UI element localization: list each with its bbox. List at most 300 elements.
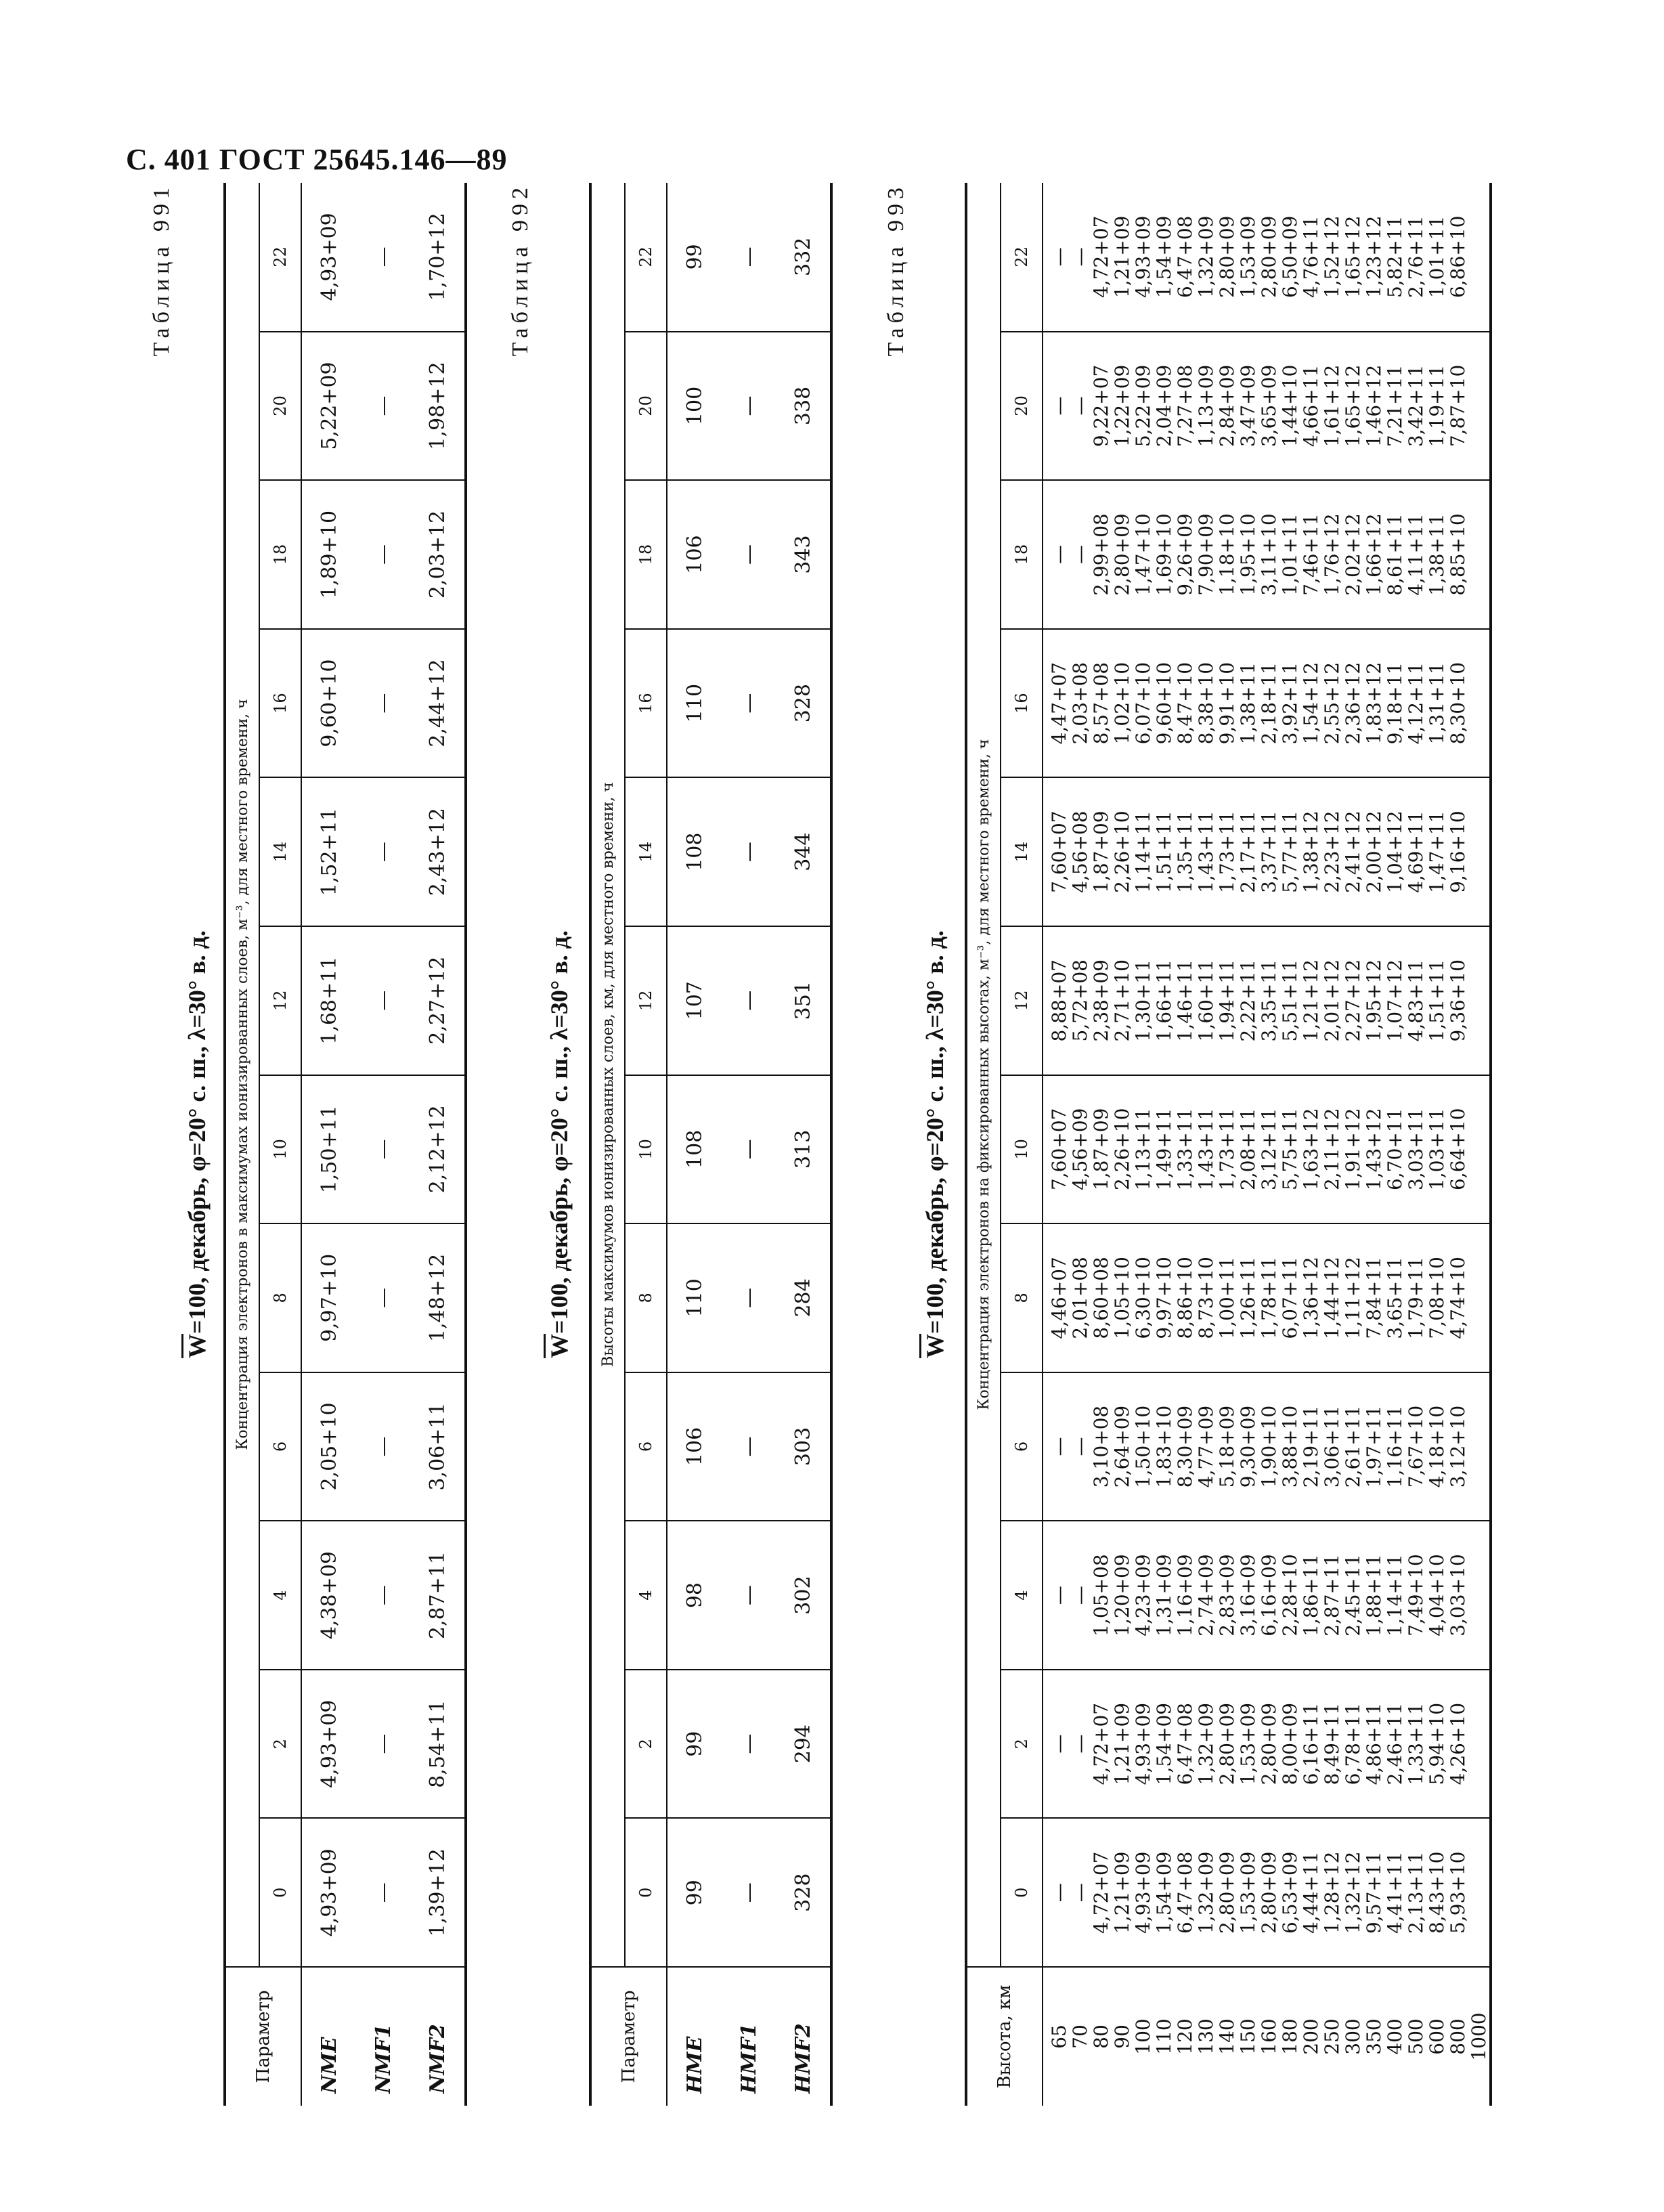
table-cell: 3,12+10	[1447, 1405, 1469, 1488]
table-row	[356, 183, 410, 2106]
table-cell: 107	[667, 926, 722, 1075]
height-value: 65	[1048, 2024, 1070, 2049]
table-cell: 1,38+12	[1300, 810, 1322, 893]
table-cell: 7,27+08	[1174, 364, 1196, 448]
table-cell: 1,52+12	[1321, 215, 1343, 299]
height-value: 600	[1426, 2018, 1448, 2055]
table-cell: 3,65+09	[1258, 364, 1280, 448]
table-cell: 1,54+09	[1153, 1702, 1175, 1785]
table-row	[410, 183, 466, 2106]
table-cell: 2,26+10	[1111, 810, 1133, 893]
table-cell: 3,42+11	[1405, 364, 1427, 448]
table-cell: 3,65+11	[1384, 1257, 1406, 1339]
hour-column	[1043, 183, 1491, 332]
table-cell: 284	[776, 1223, 831, 1372]
height-value: 800	[1447, 2018, 1469, 2055]
table-cell: —	[1069, 1586, 1091, 1605]
table-cell: 4,76+11	[1300, 215, 1322, 299]
table-cell: —	[722, 1521, 776, 1670]
table-cell: 9,57+11	[1363, 1851, 1385, 1934]
table-cell: 2,80+09	[1216, 1702, 1238, 1785]
table-cell: —	[356, 1521, 410, 1670]
table-cell: 5,77+11	[1279, 810, 1301, 893]
table-cell: —	[356, 1075, 410, 1224]
table-cell: 351	[776, 926, 831, 1075]
table-cell: —	[1048, 1734, 1070, 1754]
table-cell: 106	[667, 480, 722, 629]
table-cell: 2,80+09	[1258, 1851, 1280, 1934]
table-cell: 1,88+11	[1363, 1554, 1385, 1636]
table-cell: 2,26+10	[1111, 1108, 1133, 1191]
table-cell: 343	[776, 480, 831, 629]
table-cell: 8,49+11	[1321, 1702, 1343, 1785]
table-cell: 4,18+10	[1426, 1405, 1448, 1488]
table-cell: —	[722, 480, 776, 629]
table-cell: 1,11+12	[1342, 1257, 1364, 1339]
table-cell: 2,27+12	[1342, 959, 1364, 1042]
table-cell: 1,04+12	[1384, 810, 1406, 893]
w-symbol: $\overline{W}$	[183, 1333, 211, 1358]
table-cell: 6,86+10	[1447, 215, 1469, 299]
table-cell: 2,04+09	[1153, 364, 1175, 448]
table-cell: 1,39+12	[410, 1818, 466, 1967]
table-cell: 7,84+11	[1363, 1257, 1385, 1339]
table-cell: 1,89+10	[301, 480, 356, 629]
table-cell: 1,26+11	[1237, 1257, 1259, 1339]
table-cell: 7,60+07	[1048, 1108, 1070, 1191]
table-cell: 1,31+11	[1426, 662, 1448, 745]
table-cell: 1,60+11	[1195, 959, 1217, 1042]
table-row	[776, 183, 831, 2106]
table-cell: 1,33+11	[1174, 1108, 1196, 1191]
table-cell: 4,38+09	[301, 1521, 356, 1670]
table-993-title-rest: =100, декабрь, φ=20° с. ш., λ=30° в. д.	[921, 930, 948, 1334]
table-cell: 1,95+12	[1363, 959, 1385, 1042]
value-list	[1049, 1670, 1468, 1818]
table-cell: 1,83+12	[1363, 662, 1385, 745]
table-cell: 6,50+09	[1279, 215, 1301, 299]
table-cell: —	[722, 332, 776, 481]
table-cell: 8,73+10	[1195, 1257, 1217, 1339]
hour-header: 20	[1001, 332, 1043, 481]
table-cell: 2,80+09	[1216, 1851, 1238, 1934]
hour-header: 0	[259, 1818, 301, 1967]
height-value: 80	[1090, 2024, 1112, 2049]
hour-column	[1043, 926, 1491, 1075]
heights-list	[1049, 1968, 1489, 2106]
hour-header: 22	[625, 183, 667, 332]
value-list	[1049, 778, 1468, 926]
table-cell: 1,43+12	[1363, 1108, 1385, 1191]
table-cell: 7,67+10	[1405, 1405, 1427, 1488]
hour-header: 8	[625, 1223, 667, 1372]
param-name: HME	[682, 2036, 707, 2094]
table-cell: 7,87+10	[1447, 364, 1469, 448]
value-list	[1049, 630, 1468, 777]
table-cell: 3,37+11	[1258, 810, 1280, 893]
table-cell: 1,87+09	[1090, 810, 1112, 893]
hour-header: 18	[1001, 480, 1043, 629]
table-cell: 3,92+11	[1279, 662, 1301, 745]
height-value: 130	[1195, 2018, 1217, 2055]
table-cell: 2,55+12	[1321, 662, 1343, 745]
height-value: 100	[1132, 2018, 1154, 2055]
table-cell: 5,22+09	[301, 332, 356, 481]
table-cell: —	[722, 1075, 776, 1224]
param-header: Параметр	[590, 1967, 667, 2106]
table-cell: 1,38+11	[1426, 513, 1448, 596]
table-cell: 1,54+12	[1300, 662, 1322, 745]
table-cell: 2,87+11	[1321, 1554, 1343, 1636]
table-cell: 4,83+11	[1405, 959, 1427, 1042]
table-cell: 1,52+11	[301, 777, 356, 926]
hour-column	[1043, 332, 1491, 481]
hour-header: 12	[259, 926, 301, 1075]
table-991	[223, 183, 467, 2106]
table-cell: 1,68+11	[301, 926, 356, 1075]
table-cell: —	[1048, 1437, 1070, 1456]
table-cell: 100	[667, 332, 722, 481]
table-cell: 1,76+12	[1321, 513, 1343, 596]
param-name: NMF2	[425, 2024, 450, 2094]
table-cell: —	[1069, 396, 1091, 416]
table-991-title	[183, 183, 211, 2106]
table-cell: 108	[667, 1075, 722, 1224]
table-cell: 1,38+11	[1237, 662, 1259, 745]
table-cell: 4,47+07	[1048, 662, 1070, 745]
table-cell: 3,03+10	[1447, 1554, 1469, 1636]
table-cell: —	[356, 1372, 410, 1521]
table-cell: —	[1069, 545, 1091, 565]
hour-column	[1043, 480, 1491, 629]
table-cell: 4,69+11	[1405, 810, 1427, 893]
table-cell: 1,43+11	[1195, 810, 1217, 893]
table-cell: 1,18+10	[1216, 513, 1238, 596]
table-cell: 1,31+09	[1153, 1554, 1175, 1636]
table-cell: 3,12+11	[1258, 1108, 1280, 1191]
table-cell: 3,10+08	[1090, 1405, 1112, 1488]
table-cell: —	[722, 777, 776, 926]
table-cell: 4,46+07	[1048, 1257, 1070, 1339]
height-value: 1000	[1468, 2012, 1490, 2061]
table-cell: 2,83+09	[1216, 1554, 1238, 1636]
table-cell: 1,14+11	[1132, 810, 1154, 893]
table-993-label: Таблица 993	[883, 183, 908, 357]
table-cell: 1,19+11	[1426, 364, 1448, 448]
table-cell: 9,97+10	[301, 1223, 356, 1372]
table-cell: 1,23+12	[1363, 215, 1385, 299]
rotated-content	[149, 183, 1543, 2106]
hour-column	[1043, 777, 1491, 926]
table-cell: 2,28+10	[1279, 1554, 1301, 1636]
table-cell: 8,85+10	[1447, 513, 1469, 596]
table-cell: 4,93+09	[301, 1670, 356, 1819]
table-cell: 1,32+12	[1342, 1851, 1364, 1934]
hour-header: 4	[625, 1521, 667, 1670]
table-cell: 332	[776, 183, 831, 332]
value-list	[1049, 481, 1468, 628]
value-list	[1049, 1373, 1468, 1521]
hour-header: 4	[1001, 1521, 1043, 1670]
table-cell: 2,74+09	[1195, 1554, 1217, 1636]
table-cell: 4,66+11	[1300, 364, 1322, 448]
table-cell: 6,53+09	[1279, 1851, 1301, 1934]
table-cell: 1,16+09	[1174, 1554, 1196, 1636]
table-cell: 2,64+09	[1111, 1405, 1133, 1488]
hour-header: 16	[1001, 629, 1043, 778]
page-header: С. 401 ГОСТ 25645.146—89	[126, 143, 508, 176]
table-cell: 4,93+09	[1132, 215, 1154, 299]
table-cell: 302	[776, 1521, 831, 1670]
height-value: 200	[1300, 2018, 1322, 2055]
hour-header: 20	[625, 332, 667, 481]
table-cell: 8,88+07	[1048, 959, 1070, 1042]
table-cell: 8,57+08	[1090, 662, 1112, 745]
heights-column	[1043, 1967, 1491, 2106]
table-cell: 1,01+11	[1426, 215, 1448, 299]
table-992-label: Таблица 992	[508, 183, 533, 357]
table-cell: 1,46+12	[1363, 364, 1385, 448]
height-value: 160	[1258, 2018, 1280, 2055]
table-cell: 1,54+09	[1153, 1851, 1175, 1934]
table-cell: 1,73+11	[1216, 810, 1238, 893]
table-cell: 6,07+10	[1132, 662, 1154, 745]
table-cell: 2,43+12	[410, 777, 466, 926]
hour-header: 10	[259, 1075, 301, 1224]
table-cell: 7,46+11	[1300, 513, 1322, 596]
hour-header: 6	[1001, 1372, 1043, 1521]
hour-column	[1043, 1372, 1491, 1521]
table-cell: 6,30+10	[1132, 1257, 1154, 1339]
table-cell: 1,21+09	[1111, 215, 1133, 299]
table-cell: 9,91+10	[1216, 662, 1238, 745]
table-cell: 1,95+10	[1237, 513, 1259, 596]
table-cell: 1,53+09	[1237, 1851, 1259, 1934]
table-cell: 8,60+08	[1090, 1257, 1112, 1339]
span-header: Концентрация электронов в максимумах ионизированных слоев, м⁻³, для местного времени, ч	[225, 183, 259, 1967]
table-cell: 1,21+09	[1111, 1702, 1133, 1785]
table-cell: 108	[667, 777, 722, 926]
hour-column	[1043, 1521, 1491, 1670]
table-cell: 3,35+11	[1258, 959, 1280, 1042]
table-cell: 6,70+11	[1384, 1108, 1406, 1191]
table-cell: 1,86+11	[1300, 1554, 1322, 1636]
table-cell: 8,61+11	[1384, 513, 1406, 596]
hour-column	[1043, 1818, 1491, 1967]
table-cell: —	[356, 1670, 410, 1819]
table-cell: 3,03+11	[1405, 1108, 1427, 1191]
hour-header: 2	[259, 1670, 301, 1819]
table-cell: 6,78+11	[1342, 1702, 1364, 1785]
hour-header: 14	[259, 777, 301, 926]
table-cell: 7,08+10	[1426, 1257, 1448, 1339]
hour-column	[1043, 1223, 1491, 1372]
hours-row	[1001, 183, 1043, 2106]
hour-header: 0	[1001, 1818, 1043, 1967]
height-value: 90	[1111, 2024, 1133, 2049]
table-row	[722, 183, 776, 2106]
table-cell: 6,16+09	[1258, 1554, 1280, 1636]
table-cell: 5,94+10	[1426, 1702, 1448, 1785]
table-cell: —	[1069, 1883, 1091, 1903]
table-cell: 1,65+12	[1342, 215, 1364, 299]
table-cell: 4,41+11	[1384, 1851, 1406, 1934]
table-cell: 338	[776, 332, 831, 481]
table-cell: 98	[667, 1521, 722, 1670]
table-cell: 99	[667, 1670, 722, 1819]
table-cell: 1,14+11	[1384, 1554, 1406, 1636]
table-992	[589, 183, 833, 2106]
table-cell: 9,60+10	[1153, 662, 1175, 745]
table-cell: 2,45+11	[1342, 1554, 1364, 1636]
table-cell: 1,05+08	[1090, 1554, 1112, 1636]
table-cell: 4,93+09	[1132, 1851, 1154, 1934]
table-cell: 9,16+10	[1447, 810, 1469, 893]
table-cell: 4,44+11	[1300, 1851, 1322, 1934]
height-value: 250	[1321, 2018, 1343, 2055]
hour-header: 6	[625, 1372, 667, 1521]
table-cell: 1,66+11	[1153, 959, 1175, 1042]
param-header: Параметр	[225, 1967, 301, 2106]
table-cell: 2,80+09	[1216, 215, 1238, 299]
table-cell: 8,54+11	[410, 1670, 466, 1819]
table-cell: 6,07+11	[1279, 1257, 1301, 1339]
table-cell: 1,63+12	[1300, 1108, 1322, 1191]
table-cell: 1,61+12	[1321, 364, 1343, 448]
table-cell: 2,44+12	[410, 629, 466, 778]
table-cell: 2,84+09	[1216, 364, 1238, 448]
table-cell: 1,69+10	[1153, 513, 1175, 596]
table-cell: 9,30+09	[1237, 1405, 1259, 1488]
table-cell: —	[356, 183, 410, 332]
table-cell: —	[1048, 1586, 1070, 1605]
table-cell: 2,99+08	[1090, 513, 1112, 596]
table-cell: 2,03+08	[1069, 662, 1091, 745]
table-cell: 99	[667, 1818, 722, 1967]
table-cell: —	[356, 332, 410, 481]
height-value: 120	[1174, 2018, 1196, 2055]
hour-header: 10	[625, 1075, 667, 1224]
table-cell: 8,43+10	[1426, 1851, 1448, 1934]
height-value: 350	[1363, 2018, 1385, 2055]
table-cell: 1,97+11	[1363, 1405, 1385, 1488]
table-cell: 110	[667, 1223, 722, 1372]
hour-column	[1043, 629, 1491, 778]
table-cell: 1,90+10	[1258, 1405, 1280, 1488]
table-cell: 9,36+10	[1447, 959, 1469, 1042]
table-cell: 2,61+11	[1342, 1405, 1364, 1488]
table-cell: 2,08+11	[1237, 1108, 1259, 1191]
hour-header: 22	[259, 183, 301, 332]
table-cell: —	[722, 183, 776, 332]
table-cell: —	[356, 1223, 410, 1372]
table-cell: 313	[776, 1075, 831, 1224]
table-cell: 2,41+12	[1342, 810, 1364, 893]
table-cell: 2,18+11	[1258, 662, 1280, 745]
height-value: 500	[1405, 2018, 1427, 2055]
table-cell: 4,04+10	[1426, 1554, 1448, 1636]
table-cell: 6,47+08	[1174, 1851, 1196, 1934]
table-cell: 1,32+09	[1195, 1851, 1217, 1934]
table-cell: 2,13+11	[1405, 1851, 1427, 1934]
table-cell: 8,47+10	[1174, 662, 1196, 745]
table-cell: 2,22+11	[1237, 959, 1259, 1042]
table-cell: 110	[667, 629, 722, 778]
hour-header: 2	[1001, 1670, 1043, 1819]
w-symbol: $\overline{W}$	[546, 1333, 573, 1358]
table-cell: 1,87+09	[1090, 1108, 1112, 1191]
table-cell: 5,75+11	[1279, 1108, 1301, 1191]
table-cell: 1,20+09	[1111, 1554, 1133, 1636]
table-cell: 3,47+09	[1237, 364, 1259, 448]
table-cell: 1,35+11	[1174, 810, 1196, 893]
table-cell: 2,36+12	[1342, 662, 1364, 745]
table-cell: 1,01+11	[1279, 513, 1301, 596]
hour-header: 2	[625, 1670, 667, 1819]
hour-header: 6	[259, 1372, 301, 1521]
table-cell: 2,11+12	[1321, 1108, 1343, 1191]
hour-header: 18	[259, 480, 301, 629]
hours-row	[625, 183, 667, 2106]
table-cell: 1,13+11	[1132, 1108, 1154, 1191]
table-cell: 1,21+12	[1300, 959, 1322, 1042]
table-cell: 1,73+11	[1216, 1108, 1238, 1191]
table-cell: 1,33+11	[1405, 1702, 1427, 1785]
table-cell: 6,47+08	[1174, 1702, 1196, 1785]
table-cell: 4,77+09	[1195, 1405, 1217, 1488]
table-cell: 3,11+10	[1258, 513, 1280, 596]
table-cell: 1,00+11	[1216, 1257, 1238, 1339]
w-symbol: $\overline{W}$	[921, 1333, 948, 1358]
table-cell: 1,07+12	[1384, 959, 1406, 1042]
table-cell: 6,64+10	[1447, 1108, 1469, 1191]
height-value: 400	[1384, 2018, 1406, 2055]
table-cell: 8,86+10	[1174, 1257, 1196, 1339]
table-993-title	[921, 183, 949, 2106]
table-cell: 8,00+09	[1279, 1702, 1301, 1785]
table-cell: —	[356, 1818, 410, 1967]
table-cell: 1,47+11	[1426, 810, 1448, 893]
table-cell: 99	[667, 183, 722, 332]
table-cell: 1,32+09	[1195, 1702, 1217, 1785]
height-value: 70	[1069, 2024, 1091, 2049]
table-cell: 4,93+09	[1132, 1702, 1154, 1785]
height-value: 300	[1342, 2018, 1364, 2055]
table-cell: 1,28+12	[1321, 1851, 1343, 1934]
table-cell: 4,86+11	[1363, 1702, 1385, 1785]
table-991-title-rest: =100, декабрь, φ=20° с. ш., λ=30° в. д.	[183, 930, 211, 1334]
table-cell: 3,06+11	[1321, 1405, 1343, 1488]
table-cell: 2,76+11	[1405, 215, 1427, 299]
table-cell: 2,17+11	[1237, 810, 1259, 893]
table-cell: 1,32+09	[1195, 215, 1217, 299]
table-row	[301, 183, 356, 2106]
table-cell: 1,94+11	[1216, 959, 1238, 1042]
table-cell: —	[356, 480, 410, 629]
table-cell: 1,51+11	[1153, 810, 1175, 893]
table-cell: 7,21+11	[1384, 364, 1406, 448]
table-cell: 6,47+08	[1174, 215, 1196, 299]
table-cell: 2,80+09	[1258, 1702, 1280, 1785]
table-cell: 294	[776, 1670, 831, 1819]
table-992-title-rest: =100, декабрь, φ=20° с. ш., λ=30° в. д.	[546, 930, 573, 1334]
hour-header: 8	[1001, 1223, 1043, 1372]
table-cell: 4,72+07	[1090, 1702, 1112, 1785]
table-cell: 5,22+09	[1132, 364, 1154, 448]
table-cell: 2,80+09	[1111, 513, 1133, 596]
hour-header: 16	[259, 629, 301, 778]
table-cell: 4,74+10	[1447, 1257, 1469, 1339]
